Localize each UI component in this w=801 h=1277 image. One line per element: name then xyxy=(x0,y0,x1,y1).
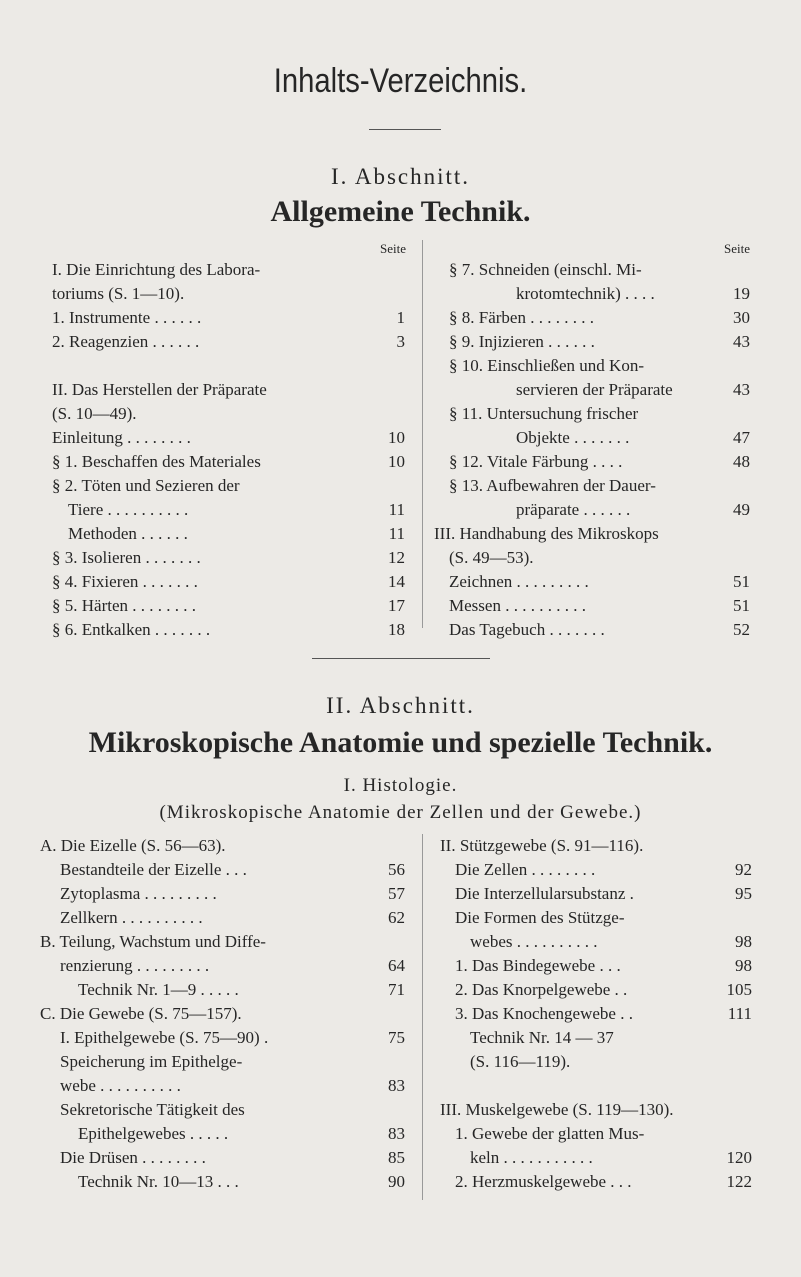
seite-left-label: Seite xyxy=(380,241,406,256)
toc-entry-page: 56 xyxy=(388,860,405,879)
toc-entry xyxy=(52,522,405,546)
toc-entry xyxy=(440,930,752,954)
toc-entry xyxy=(434,282,750,306)
toc-entry xyxy=(434,402,750,426)
toc-entry-page: 19 xyxy=(733,284,750,303)
toc-entry-page: 14 xyxy=(388,572,405,591)
toc-entry-text: C. Die Gewebe (S. 75—157). xyxy=(40,1004,242,1023)
toc-entry-text: § 4. Fixieren . . . . . . . xyxy=(52,572,198,591)
toc-entry-text: Die Formen des Stützge- xyxy=(455,908,625,927)
toc-entry-page: 95 xyxy=(735,884,752,903)
toc-entry xyxy=(52,570,405,594)
toc-entry xyxy=(440,1146,752,1170)
toc-entry-text: Technik Nr. 14 — 37 xyxy=(470,1028,614,1047)
toc-entry xyxy=(40,882,405,906)
toc-entry-text: krotomtechnik) . . . . xyxy=(516,284,655,303)
toc-entry xyxy=(440,858,752,882)
toc-entry-text: II. Stützgewebe (S. 91—116). xyxy=(440,836,644,855)
toc-entry-text: § 9. Injizieren . . . . . . xyxy=(449,332,595,351)
toc-entry xyxy=(40,834,405,858)
toc-entry xyxy=(440,834,752,858)
toc-entry-text: 2. Herzmuskelgewebe . . . xyxy=(455,1172,632,1191)
toc-entry-page: 90 xyxy=(388,1172,405,1191)
toc-entry-page: 12 xyxy=(388,548,405,567)
toc-entry xyxy=(40,1098,405,1122)
page-title: Inhalts-Verzeichnis. xyxy=(273,62,528,100)
toc-entry xyxy=(40,1002,405,1026)
toc-entry-page: 10 xyxy=(388,428,405,447)
toc-entry xyxy=(40,1170,405,1194)
toc-entry-text: Objekte . . . . . . . xyxy=(516,428,630,447)
toc-entry xyxy=(434,618,750,642)
toc-entry-page: 83 xyxy=(388,1124,405,1143)
toc-entry-text: Tiere . . . . . . . . . . xyxy=(68,500,189,519)
part2-divider xyxy=(422,834,423,1200)
toc-entry-page: 17 xyxy=(388,596,405,615)
toc-entry-text: III. Handhabung des Mikroskops xyxy=(434,524,659,543)
toc-entry-text: § 8. Färben . . . . . . . . xyxy=(449,308,594,327)
toc-entry xyxy=(440,1170,752,1194)
toc-entry xyxy=(52,402,405,426)
toc-entry xyxy=(52,594,405,618)
toc-entry-text: keln . . . . . . . . . . . xyxy=(470,1148,593,1167)
toc-entry-text: präparate . . . . . . xyxy=(516,500,631,519)
toc-entry-text: (S. 49—53). xyxy=(449,548,534,567)
toc-entry-page: 11 xyxy=(388,500,405,519)
toc-entry xyxy=(440,906,752,930)
toc-entry-text: Technik Nr. 10—13 . . . xyxy=(78,1172,239,1191)
toc-entry-page: 47 xyxy=(733,428,750,447)
toc-entry xyxy=(440,1050,752,1074)
toc-entry-page: 83 xyxy=(388,1076,405,1095)
toc-entry-page: 62 xyxy=(388,908,405,927)
toc-entry-page: 10 xyxy=(388,452,405,471)
toc-entry-page: 52 xyxy=(733,620,750,639)
toc-entry-text: servieren der Präparate xyxy=(516,380,673,399)
toc-entry-page: 30 xyxy=(733,308,750,327)
toc-entry-text: I. Die Einrichtung des Labora- xyxy=(52,260,261,279)
toc-entry xyxy=(52,450,405,474)
toc-entry-text: Die Interzellularsubstanz . xyxy=(455,884,634,903)
toc-entry-text: § 6. Entkalken . . . . . . . xyxy=(52,620,211,639)
toc-entry-text: § 12. Vitale Färbung . . . . xyxy=(449,452,623,471)
part1-divider xyxy=(422,240,423,628)
toc-entry xyxy=(52,258,405,282)
part2-heading: Mikroskopische Anatomie und spezielle Technik. xyxy=(88,726,713,759)
toc-entry xyxy=(434,378,750,402)
toc-entry xyxy=(434,258,750,282)
toc-entry xyxy=(40,1122,405,1146)
toc-entry-page: 64 xyxy=(388,956,405,975)
toc-entry-page: 111 xyxy=(727,1004,752,1023)
toc-entry xyxy=(440,1122,752,1146)
toc-entry xyxy=(40,906,405,930)
toc-entry-page: 71 xyxy=(388,980,405,999)
toc-entry-page: 120 xyxy=(726,1148,752,1167)
toc-entry xyxy=(440,1098,752,1122)
part2-left-column xyxy=(40,834,405,1194)
toc-entry xyxy=(440,954,752,978)
toc-entry-text: toriums (S. 1—10). xyxy=(52,284,185,303)
toc-entry xyxy=(440,1026,752,1050)
toc-entry-text: Das Tagebuch . . . . . . . xyxy=(449,620,605,639)
toc-entry-text: webes . . . . . . . . . . xyxy=(470,932,598,951)
toc-entry-text: Methoden . . . . . . xyxy=(68,524,188,543)
toc-entry-text: Technik Nr. 1—9 . . . . . xyxy=(78,980,239,999)
toc-entry-text: Zeichnen . . . . . . . . . xyxy=(449,572,589,591)
toc-entry xyxy=(434,546,750,570)
toc-entry-page: 57 xyxy=(388,884,405,903)
toc-entry-text: renzierung . . . . . . . . . xyxy=(60,956,210,975)
toc-entry-page: 49 xyxy=(733,500,750,519)
toc-entry xyxy=(52,330,405,354)
toc-entry-text: B. Teilung, Wachstum und Diffe- xyxy=(40,932,266,951)
toc-entry xyxy=(434,570,750,594)
part2-subheading: I. Histologie. xyxy=(343,775,458,796)
part2-abschnitt: II. Abschnitt. xyxy=(326,693,475,718)
toc-entry xyxy=(52,378,405,402)
toc-entry xyxy=(52,426,405,450)
toc-entry-text: 1. Instrumente . . . . . . xyxy=(52,308,202,327)
toc-entry-text: § 2. Töten und Sezieren der xyxy=(52,476,240,495)
toc-entry xyxy=(40,954,405,978)
section-rule xyxy=(312,658,490,659)
toc-entry-text: Die Zellen . . . . . . . . xyxy=(455,860,596,879)
toc-entry-page: 3 xyxy=(396,332,405,351)
toc-entry xyxy=(40,1146,405,1170)
toc-entry xyxy=(434,330,750,354)
toc-entry-page: 48 xyxy=(733,452,750,471)
toc-entry-text: Zellkern . . . . . . . . . . xyxy=(60,908,203,927)
toc-entry-page: 85 xyxy=(388,1148,405,1167)
toc-entry xyxy=(40,1074,405,1098)
toc-entry xyxy=(52,354,405,378)
toc-entry-page: 11 xyxy=(388,524,405,543)
toc-entry xyxy=(434,522,750,546)
toc-entry xyxy=(40,1050,405,1074)
toc-entry-text: (S. 10—49). xyxy=(52,404,137,423)
toc-entry-page: 92 xyxy=(735,860,752,879)
part1-right-column xyxy=(434,258,750,642)
toc-entry-text: Zytoplasma . . . . . . . . . xyxy=(60,884,217,903)
toc-entry xyxy=(440,882,752,906)
toc-entry xyxy=(434,594,750,618)
part2-right-column xyxy=(440,834,752,1194)
toc-entry xyxy=(434,426,750,450)
toc-entry xyxy=(52,306,405,330)
toc-entry-page: 98 xyxy=(735,932,752,951)
toc-entry-text: 2. Das Knorpelgewebe . . xyxy=(455,980,628,999)
toc-entry-page: 122 xyxy=(726,1172,752,1191)
toc-entry xyxy=(52,282,405,306)
toc-entry-page: 98 xyxy=(735,956,752,975)
toc-entry-text: III. Muskelgewebe (S. 119—130). xyxy=(440,1100,674,1119)
toc-entry-text: Speicherung im Epithelge- xyxy=(60,1052,243,1071)
toc-entry xyxy=(40,930,405,954)
toc-entry-text: 1. Gewebe der glatten Mus- xyxy=(455,1124,645,1143)
toc-entry xyxy=(440,1002,752,1026)
toc-entry-text: Epithelgewebes . . . . . xyxy=(78,1124,229,1143)
part1-left-column xyxy=(52,258,405,642)
toc-entry-text: § 13. Aufbewahren der Dauer- xyxy=(449,476,656,495)
toc-entry-text: § 11. Untersuchung frischer xyxy=(449,404,639,423)
toc-entry xyxy=(40,1026,405,1050)
toc-entry xyxy=(52,498,405,522)
toc-entry-text: § 1. Beschaffen des Materiales xyxy=(52,452,261,471)
toc-entry-page: 75 xyxy=(388,1028,405,1047)
toc-entry-page: 43 xyxy=(733,332,750,351)
toc-entry xyxy=(440,978,752,1002)
toc-entry-page: 105 xyxy=(726,980,752,999)
part2-subtitle: (Mikroskopische Anatomie der Zellen und der Gewebe.) xyxy=(159,802,642,823)
toc-entry xyxy=(40,978,405,1002)
toc-entry xyxy=(52,474,405,498)
toc-entry-text: (S. 116—119). xyxy=(470,1052,571,1071)
title-rule xyxy=(369,129,441,130)
part1-abschnitt: I. Abschnitt. xyxy=(330,164,471,189)
seite-right-label: Seite xyxy=(724,241,750,256)
toc-entry xyxy=(434,306,750,330)
toc-entry xyxy=(434,354,750,378)
toc-entry xyxy=(434,498,750,522)
toc-entry-text: 1. Das Bindegewebe . . . xyxy=(455,956,621,975)
toc-entry-text: Einleitung . . . . . . . . xyxy=(52,428,191,447)
toc-entry-text: webe . . . . . . . . . . xyxy=(60,1076,181,1095)
toc-entry-text: 3. Das Knochengewebe . . xyxy=(455,1004,633,1023)
toc-entry xyxy=(434,450,750,474)
toc-entry-page: 18 xyxy=(388,620,405,639)
toc-entry-text: § 3. Isolieren . . . . . . . xyxy=(52,548,201,567)
toc-entry-text: A. Die Eizelle (S. 56—63). xyxy=(40,836,226,855)
toc-entry xyxy=(52,618,405,642)
toc-entry-text: Messen . . . . . . . . . . xyxy=(449,596,586,615)
toc-entry xyxy=(440,1074,752,1098)
toc-entry xyxy=(434,474,750,498)
toc-entry-page: 51 xyxy=(733,596,750,615)
toc-entry-text: Bestandteile der Eizelle . . . xyxy=(60,860,247,879)
toc-entry-page: 43 xyxy=(733,380,750,399)
toc-entry-text: Sekretorische Tätigkeit des xyxy=(60,1100,245,1119)
toc-entry-page: 1 xyxy=(396,308,405,327)
toc-entry-text: 2. Reagenzien . . . . . . xyxy=(52,332,200,351)
toc-entry-page: 51 xyxy=(733,572,750,591)
toc-entry xyxy=(40,858,405,882)
toc-entry-text: § 5. Härten . . . . . . . . xyxy=(52,596,197,615)
toc-entry-text: Die Drüsen . . . . . . . . xyxy=(60,1148,206,1167)
toc-entry xyxy=(52,546,405,570)
toc-entry-text: II. Das Herstellen der Präparate xyxy=(52,380,267,399)
toc-entry-text: I. Epithelgewebe (S. 75—90) . xyxy=(60,1028,269,1047)
part1-heading: Allgemeine Technik. xyxy=(270,195,531,228)
toc-entry-text: § 10. Einschließen und Kon- xyxy=(449,356,644,375)
toc-entry-text: § 7. Schneiden (einschl. Mi- xyxy=(449,260,642,279)
